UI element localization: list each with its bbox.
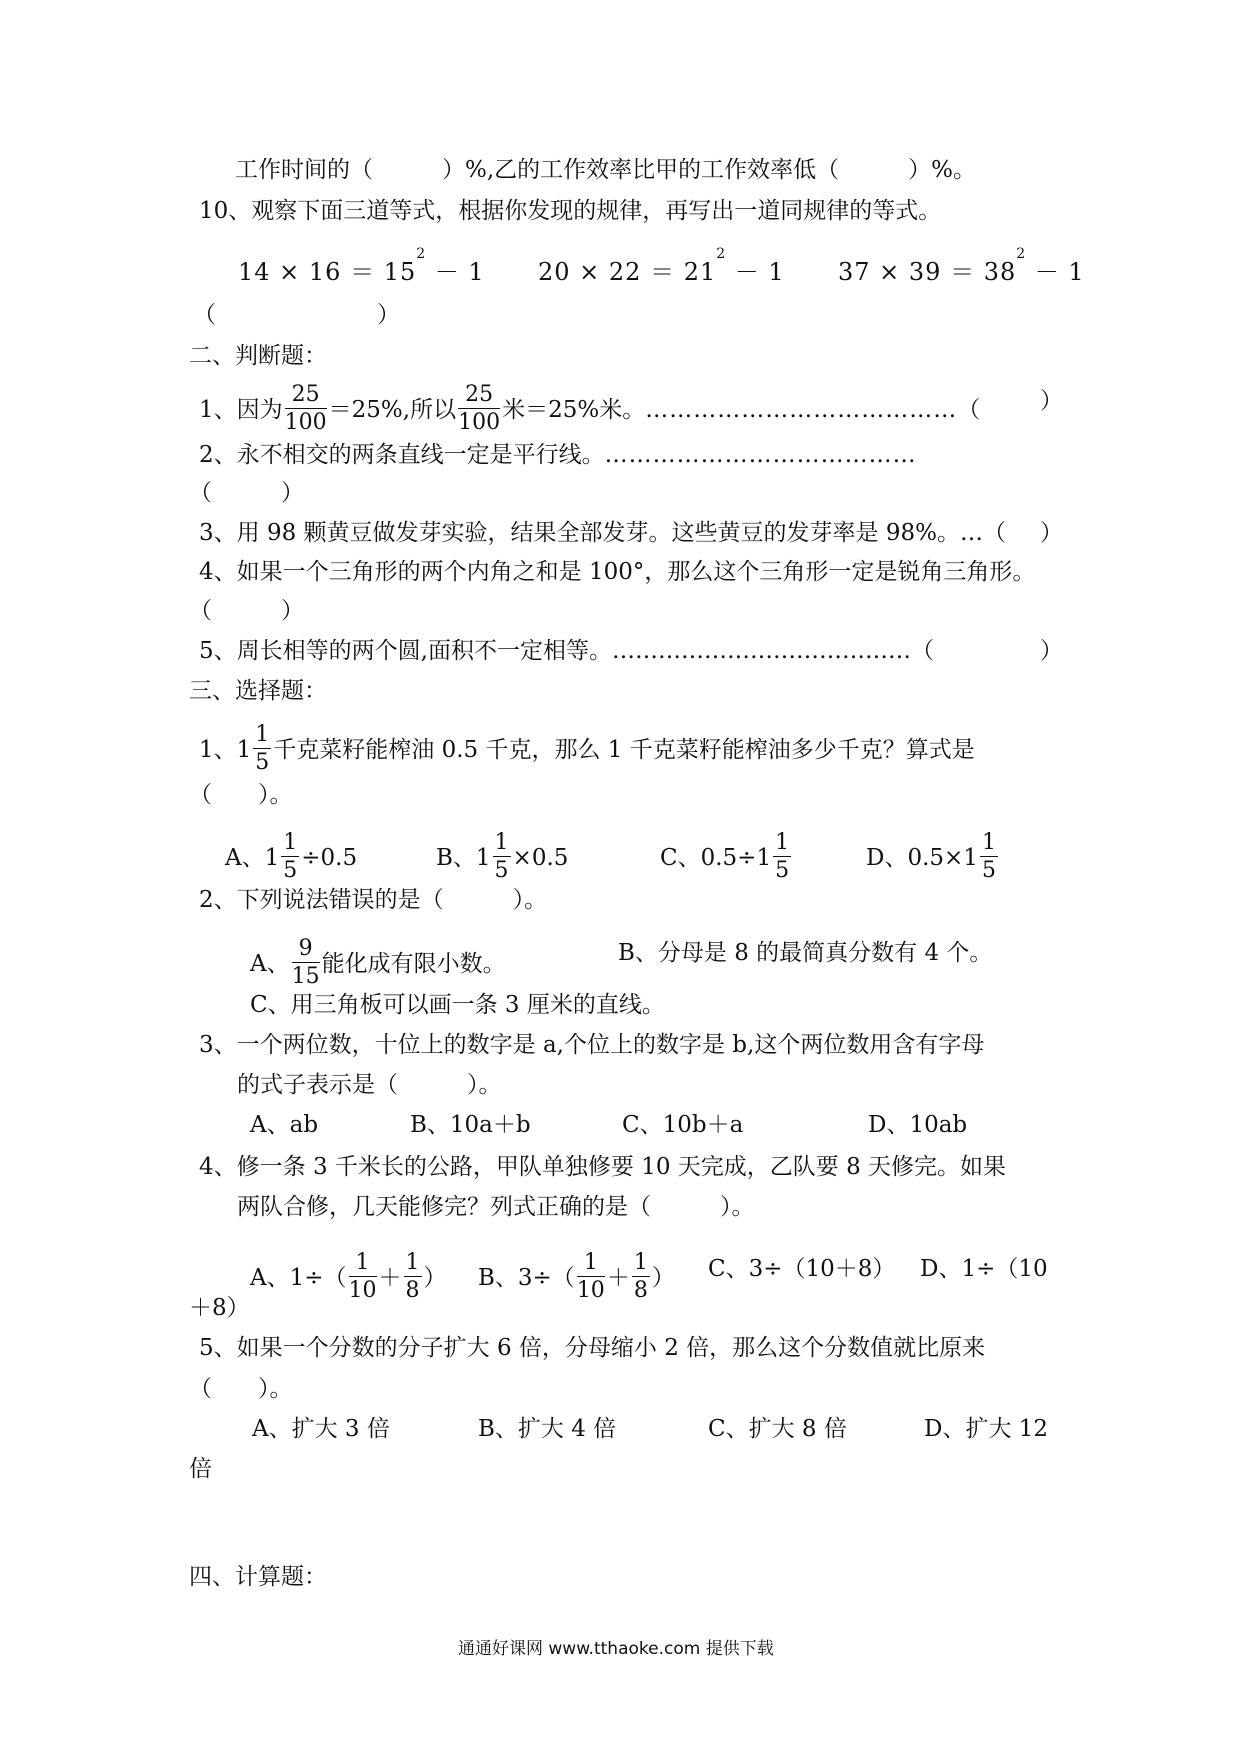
fraction: $\frac{1}{8}$ <box>633 1250 648 1303</box>
choice-q1-option-d: D、0.5×1 $\frac{1}{5}$ <box>866 830 996 883</box>
choice-q3-option-a: A、ab <box>250 1112 319 1138</box>
question-10-text: 10、观察下面三道等式，根据你发现的规律，再写出一道同规律的等式。 <box>199 198 942 224</box>
choice-q5-option-d: D、扩大 12 <box>924 1416 1049 1442</box>
judgement-item-1-paren-close: ） <box>1040 388 1063 414</box>
equation-1: $14 \times 16 = 15^2 - 1$ <box>238 246 485 286</box>
fraction: $\frac{1}{8}$ <box>405 1250 420 1303</box>
judgement-item-1: 1、因为 $\frac{25}{100}$ ＝25%,所以 $\frac{25}{100}$ 米＝25%米。…………………………………（ <box>199 382 982 435</box>
choice-q4-option-d-cont: ＋8） <box>189 1295 250 1321</box>
choice-q1-option-c: C、0.5÷1 $\frac{1}{5}$ <box>660 830 790 883</box>
choice-q5-line2: （ ）。 <box>189 1376 293 1402</box>
choice-q3-option-d: D、10ab <box>868 1112 968 1138</box>
judgement-item-5: 5、周长相等的两个圆,面积不一定相等。…………………………………（ <box>199 638 934 664</box>
choice-q5-option-a: A、扩大 3 倍 <box>252 1416 390 1442</box>
fraction: $\frac{1}{5}$ <box>494 830 509 883</box>
judgement-item-3-paren-close: ） <box>1040 520 1063 546</box>
fraction: $\frac{1}{10}$ <box>576 1250 605 1303</box>
section-title-choice: 三、选择题： <box>189 678 327 704</box>
fraction: $\frac{1}{10}$ <box>348 1250 377 1303</box>
equation-3: $37 \times 39 = 38^2 - 1$ <box>838 246 1085 286</box>
section-title-judgement: 二、判断题： <box>189 343 327 369</box>
fraction: $\frac{25}{100}$ <box>284 382 327 435</box>
choice-q5-option-d-cont: 倍 <box>189 1456 212 1482</box>
choice-q5-option-c: C、扩大 8 倍 <box>708 1416 847 1442</box>
choice-q2-option-c: C、用三角板可以画一条 3 厘米的直线。 <box>250 992 665 1018</box>
choice-q4-option-b: B、3÷（ $\frac{1}{10}$ ＋ $\frac{1}{8}$ ） <box>478 1250 675 1303</box>
choice-q1-option-b: B、1 $\frac{1}{5}$ ×0.5 <box>436 830 569 883</box>
choice-q1-option-a: A、1 $\frac{1}{5}$ ÷0.5 <box>225 830 358 883</box>
choice-q4-option-a: A、1÷（ $\frac{1}{10}$ ＋ $\frac{1}{8}$ ） <box>250 1250 447 1303</box>
fraction: $\frac{1}{5}$ <box>981 830 996 883</box>
choice-q2-option-b: B、分母是 8 的最简真分数有 4 个。 <box>618 940 993 966</box>
choice-q3-line2: 的式子表示是（ ）。 <box>237 1072 502 1098</box>
choice-q5-option-b: B、扩大 4 倍 <box>478 1416 617 1442</box>
page-footer: 通通好课网 www.tthaoke.com 提供下载 <box>458 1639 774 1659</box>
choice-q5-line1: 5、如果一个分数的分子扩大 6 倍，分母缩小 2 倍，那么这个分数值就比原来 <box>199 1335 986 1361</box>
equation-2: $20 \times 22 = 21^2 - 1$ <box>538 246 785 286</box>
choice-q1-cont: （ ）。 <box>189 782 293 808</box>
choice-q2-option-a: A、 $\frac{9}{15}$ 能化成有限小数。 <box>250 936 506 989</box>
choice-q2: 2、下列说法错误的是（ ）。 <box>199 887 548 913</box>
fraction: $\frac{1}{5}$ <box>775 830 790 883</box>
choice-q3-option-c: C、10b＋a <box>622 1112 744 1138</box>
answer-blank: （ ） <box>193 302 400 328</box>
choice-q4-option-c: C、3÷（10＋8） <box>708 1256 896 1282</box>
judgement-item-3: 3、用 98 颗黄豆做发芽实验，结果全部发芽。这些黄豆的发芽率是 98%。…（ <box>199 520 1006 546</box>
choice-q4-line1: 4、修一条 3 千米长的公路，甲队单独修要 10 天完成，乙队要 8 天修完。如果 <box>199 1154 1007 1180</box>
fraction: $\frac{9}{15}$ <box>291 936 320 989</box>
judgement-item-2-paren: （ ） <box>189 480 304 506</box>
judgement-item-2: 2、永不相交的两条直线一定是平行线。………………………………… <box>199 442 917 468</box>
fraction: $\frac{1}{5}$ <box>283 830 298 883</box>
judgement-item-4: 4、如果一个三角形的两个内角之和是 100°，那么这个三角形一定是锐角三角形。 <box>199 559 1036 585</box>
choice-q4-line2: 两队合修，几天能修完？列式正确的是（ ）。 <box>237 1194 755 1220</box>
fraction: $\frac{25}{100}$ <box>458 382 501 435</box>
judgement-item-5-paren-close: ） <box>1040 638 1063 664</box>
fraction: $\frac{1}{5}$ <box>255 722 270 775</box>
choice-q3-line1: 3、一个两位数，十位上的数字是 a,个位上的数字是 b,这个两位数用含有字母 <box>199 1032 985 1058</box>
choice-q1: 1、1 $\frac{1}{5}$ 千克菜籽能榨油 0.5 千克，那么 1 千克菜籽能榨油多少千克？算式是 <box>199 722 975 775</box>
choice-q3-option-b: B、10a＋b <box>410 1112 531 1138</box>
section-title-calculation: 四、计算题： <box>189 1564 327 1590</box>
choice-q4-option-d: D、1÷（10 <box>920 1256 1048 1282</box>
question-9-continuation: 工作时间的（ ）%,乙的工作效率比甲的工作效率低（ ）%。 <box>235 157 977 183</box>
judgement-item-4-paren: （ ） <box>189 598 304 624</box>
